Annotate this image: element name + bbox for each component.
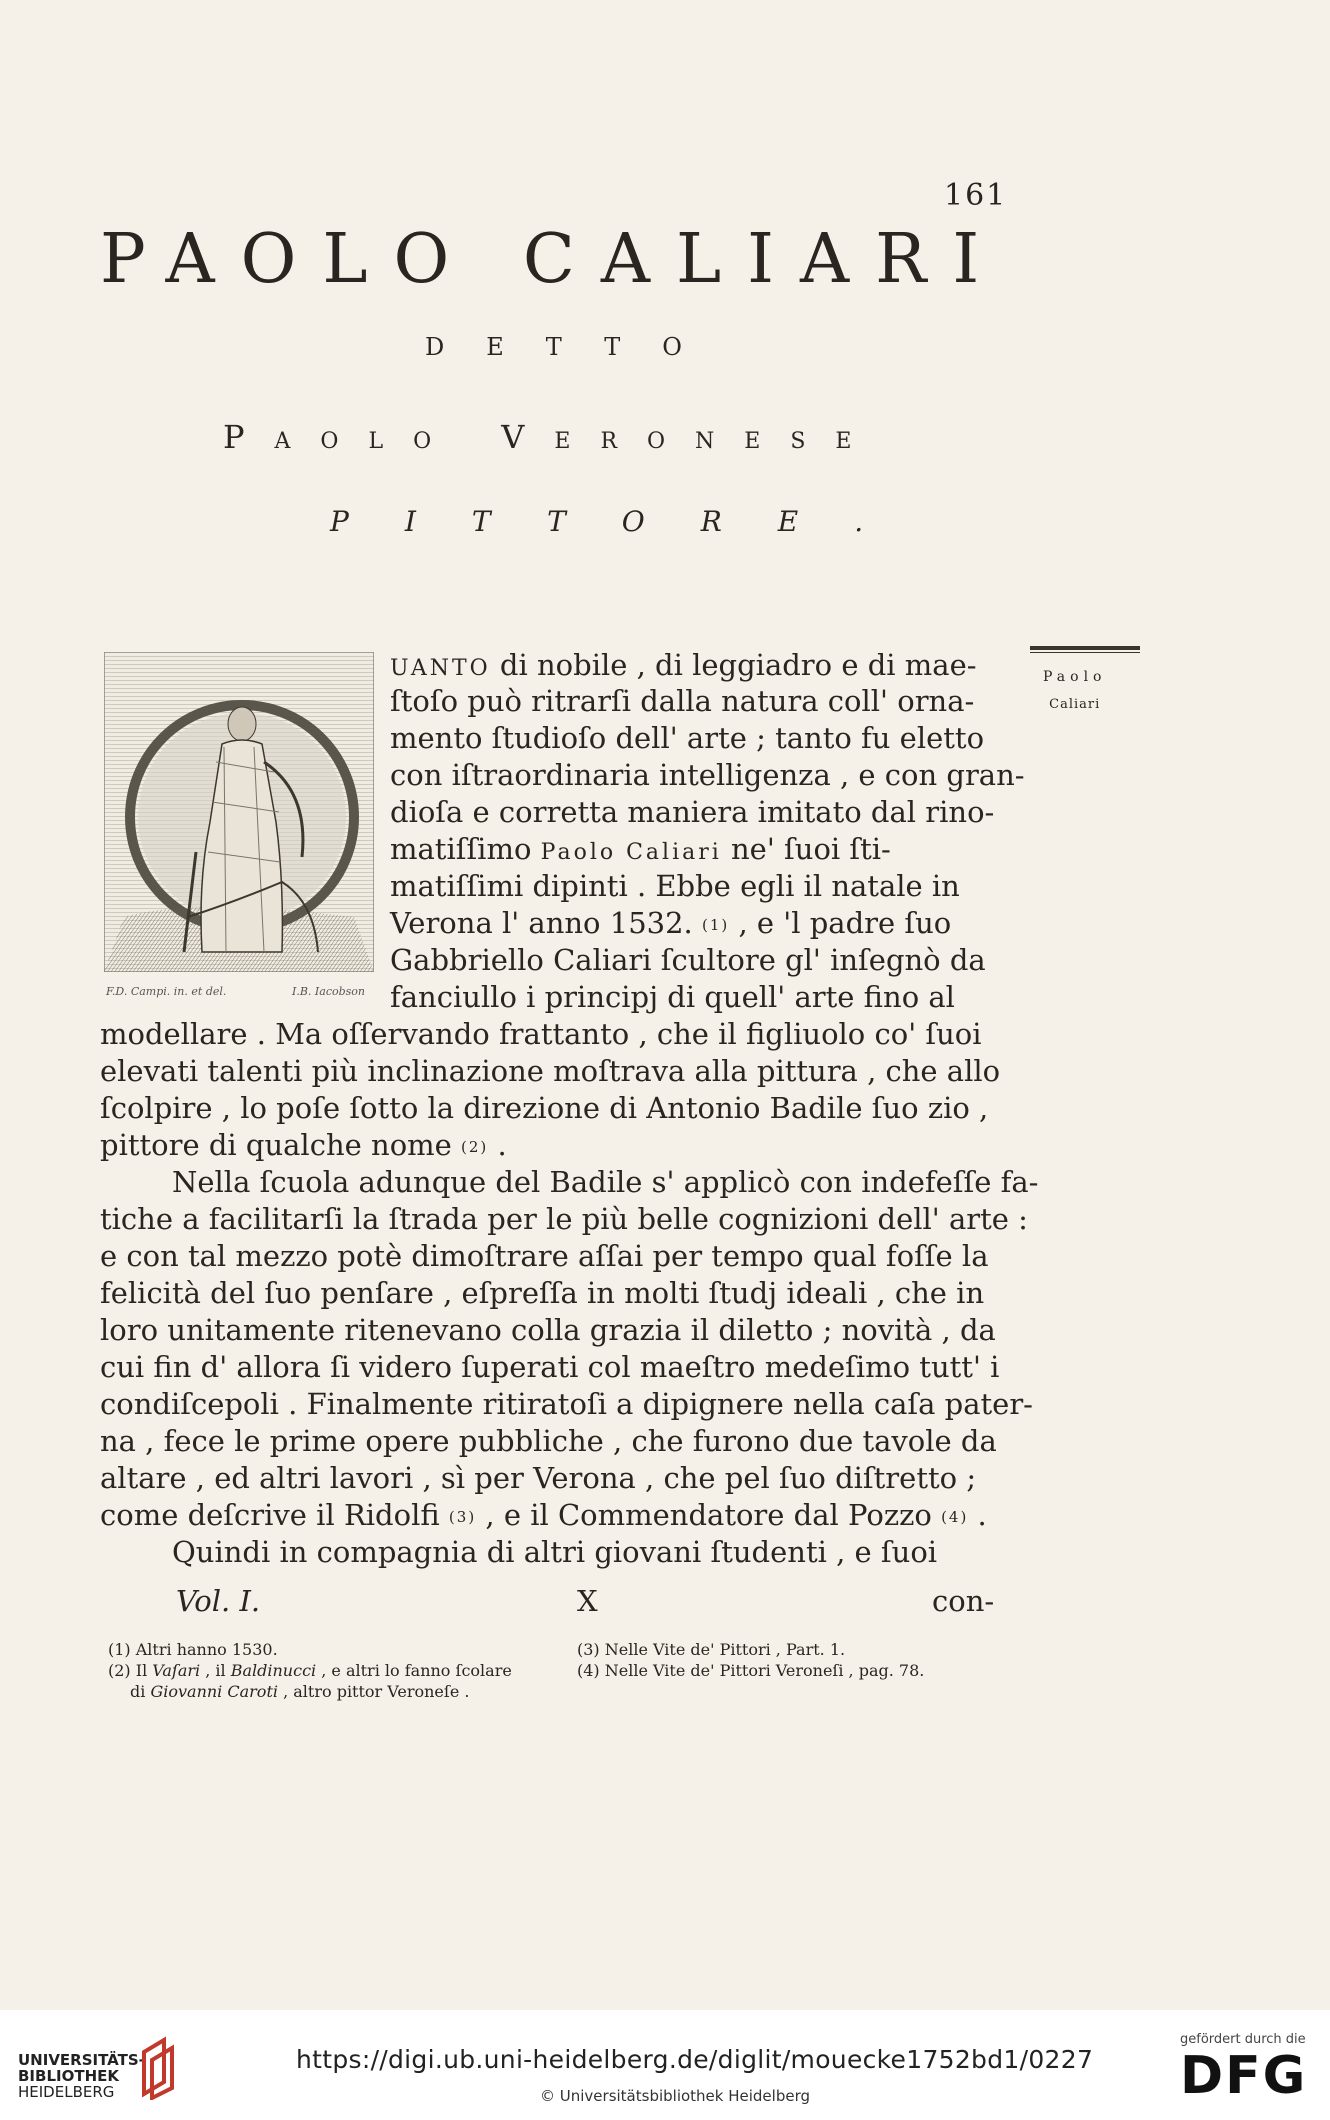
body-line-11: modellare . Ma oſſervando frattanto , che il figliuolo co' ſuoi [100,1017,982,1051]
margin-rule [1030,646,1140,650]
library-logo-icon[interactable] [130,2034,180,2100]
page-number: 161 [944,178,1008,213]
body-line-2: ſtoſo può ritrarſi dalla natura coll' orna- [390,684,975,718]
footnote-2: (2) Il Vaſari , il Baldinucci , e altri lo fanno ſcolare [108,1661,512,1680]
margin-note-line-1: Paolo [1043,669,1107,685]
body-line-17: e con tal mezzo potè dimoſtrare aſſai per tempo qual foſſe la [100,1239,989,1273]
engraved-vignette-image [104,652,374,987]
detto-line: DETTO [425,333,724,361]
footnote-1: (1) Altri hanno 1530. [108,1640,278,1659]
signature-mark: X [577,1584,598,1618]
footnote-ref-3: (3) [448,1508,477,1526]
body-line-21: condiſcepoli . Finalmente ritiratoſi a dipignere nella caſa pater- [100,1387,1033,1421]
vignette-credit-left: F.D. Campi. in. et del. [106,985,227,998]
body-line-6: matiſſimo Paolo Caliari ne' ſuoi ſti- [390,832,891,866]
footnote-3: (3) Nelle Vite de' Pittori , Part. 1. [577,1640,846,1659]
catchword: con- [932,1584,995,1618]
body-line-24: come deſcrive il Ridolfi (3) , e il Commendatore dal Pozzo (4) . [100,1498,987,1532]
margin-note-line-2: Caliari [1049,697,1101,712]
body-line-13: ſcolpire , lo poſe ſotto la direzione di Antonio Badile ſuo zio , [100,1091,989,1125]
margin-note [1043,664,1106,718]
subtitle-line: PAOLO VERONESE [223,418,882,456]
body-line-5: dioſa e corretta maniera imitato dal rino- [390,795,995,829]
body-line-25: Quindi in compagnia di altri giovani ſtudenti , e ſuoi [172,1535,938,1569]
body-line-1: UANTO di nobile , di leggiadro e di mae- [390,648,977,682]
body-line-20: cui fin d' allora ſi videro ſuperati col maeſtro medeſimo tutt' i [100,1350,1000,1384]
dfg-logo[interactable]: DFG [1180,2046,1308,2106]
body-line-10: fanciullo i principj di quell' arte fino al [390,980,955,1014]
body-line-22: na , fece le prime opere pubbliche , che furono due tavole da [100,1424,997,1458]
body-line-12: elevati talenti più inclinazione moſtrava alla pittura , che allo [100,1054,1001,1088]
painter-name: Paolo Caliari [540,840,722,865]
body-line-8: Verona l' anno 1532. (1) , e 'l padre ſuo [390,906,952,940]
vignette-credit-right: I.B. Iacobson [292,985,365,998]
body-line-14: pittore di qualche nome (2) . [100,1128,507,1162]
volume-mark: Vol. I. [176,1584,261,1618]
permalink-url[interactable]: https://digi.ub.uni-heidelberg.de/diglit/mouecke1752bd1/0227 [296,2045,1094,2074]
page-title: PAOLO CALIARI [100,220,1006,299]
footnote-ref-4: (4) [941,1508,969,1526]
body-line-4: con iſtraordinaria intelligenza , e con gran- [390,758,1025,792]
funding-label: gefördert durch die [1180,2032,1306,2047]
footnote-ref-1: (1) [701,916,730,934]
viewer-footer [0,2010,1330,2120]
body-line-18: felicità del ſuo penſare , eſpreſſa in molti ſtudj ideali , che in [100,1276,985,1310]
body-line-15: Nella ſcuola adunque del Badile s' applicò con indefeſſe fa- [172,1165,1039,1199]
body-line-23: altare , ed altri lavori , sì per Verona , che pel ſuo diſtretto ; [100,1461,977,1495]
drop-cap-word: UANTO [390,656,491,681]
footnote-4: (4) Nelle Vite de' Pittori Veroneſi , pag. 78. [577,1661,925,1680]
copyright-notice: © Universitätsbibliothek Heidelberg [540,2087,811,2105]
pittore-line: PITTORE. [330,505,920,538]
body-line-3: mento ſtudioſo dell' arte ; tanto fu eletto [390,721,985,755]
body-line-19: loro unitamente ritenevano colla grazia il diletto ; novità , da [100,1313,996,1347]
library-name[interactable]: UNIVERSITÄTS- BIBLIOTHEK HEIDELBERG [18,2051,145,2101]
body-line-16: tiche a facilitarſi la ſtrada per le più belle cognizioni dell' arte : [100,1202,1028,1236]
body-line-7: matiſſimi dipinti . Ebbe egli il natale in [390,869,960,903]
footnote-ref-2: (2) [461,1138,489,1156]
footnote-2-cont: di Giovanni Caroti , altro pittor Veroneſe . [130,1682,470,1701]
margin-rule-thin [1030,652,1140,653]
body-line-9: Gabbriello Caliari ſcultore gl' inſegnò da [390,943,986,977]
